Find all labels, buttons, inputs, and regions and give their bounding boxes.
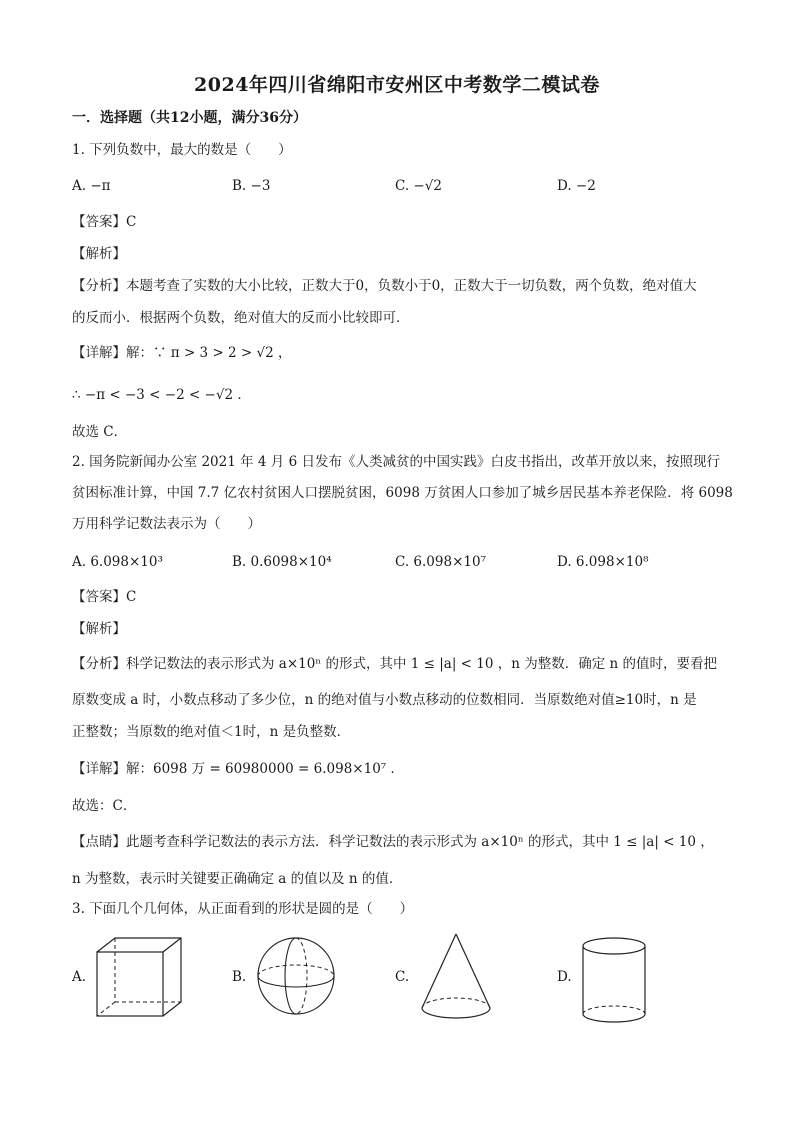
q1-detail-line-2: ∴ −π < −3 < −2 < −√2 ． xyxy=(72,387,251,403)
q1-option-c: C. −√2 xyxy=(395,178,442,194)
q3-option-c-label: C. xyxy=(395,969,410,985)
question-3-stem: 3. 下面几个几何体，从正面看到的形状是圆的是（ ） xyxy=(72,901,414,917)
q2-key-point-line-1: 【点睛】此题考查科学记数法的表示方法．科学记数法的表示形式为 a×10ⁿ 的形式，其中 1 ≤ |a| < 10 ， xyxy=(72,834,714,850)
q1-conclusion: 故选 C． xyxy=(72,424,128,440)
q1-detail-line-1: 【详解】解：∵ π > 3 > 2 > √2 ， xyxy=(72,345,292,361)
q1-analysis-line-2: 的反而小．根据两个负数，绝对值大的反而小比较即可． xyxy=(72,310,410,326)
q2-option-a: A. 6.098×10³ xyxy=(72,554,163,570)
cylinder-figure xyxy=(580,936,648,1026)
q2-analysis-line-3: 正整数；当原数的绝对值＜1时，n 是负整数． xyxy=(72,724,351,740)
question-2-stem-line-3: 万用科学记数法表示为（ ） xyxy=(72,516,261,532)
q2-option-c: C. 6.098×10⁷ xyxy=(395,554,486,570)
q2-jiexi-label: 【解析】 xyxy=(72,621,126,637)
q2-analysis-line-2: 原数变成 a 时，小数点移动了多少位，n 的绝对值与小数点移动的位数相同．当原数绝对值≥10时，n 是 xyxy=(72,692,697,708)
cone-figure xyxy=(418,932,494,1022)
q2-conclusion: 故选：C． xyxy=(72,798,137,814)
q1-option-a: A. −π xyxy=(72,178,111,194)
section-heading: 一．选择题（共12小题，满分36分） xyxy=(72,110,307,126)
q1-option-d: D. −2 xyxy=(557,178,596,194)
q2-key-point-line-2: n 为整数，表示时关键要正确确定 a 的值以及 n 的值． xyxy=(72,871,403,887)
q2-detail: 【详解】解：6098 万 = 60980000 = 6.098×10⁷ ． xyxy=(72,761,404,777)
question-1-stem: 1. 下列负数中，最大的数是（ ） xyxy=(72,142,292,158)
page-title: 2024年四川省绵阳市安州区中考数学二模试卷 xyxy=(194,74,600,96)
sphere-figure xyxy=(255,935,337,1017)
q1-answer: 【答案】C xyxy=(72,214,137,230)
q3-option-a-label: A. xyxy=(72,969,87,985)
cube-figure xyxy=(95,936,185,1018)
question-2-stem-line-2: 贫困标准计算，中国 7.7 亿农村贫困人口摆脱贫困，6098 万贫困人口参加了城乡居民基本养老保险．将 6098 xyxy=(72,485,733,501)
q1-option-b: B. −3 xyxy=(232,178,271,194)
q2-option-b: B. 0.6098×10⁴ xyxy=(232,554,332,570)
q1-jiexi-label: 【解析】 xyxy=(72,246,126,262)
q3-option-d-label: D. xyxy=(557,969,572,985)
q3-option-b-label: B. xyxy=(232,969,247,985)
q2-analysis-line-1: 【分析】科学记数法的表示形式为 a×10ⁿ 的形式，其中 1 ≤ |a| < 10 ，n 为整数．确定 n 的值时，要看把 xyxy=(72,656,718,672)
q1-analysis-line-1: 【分析】本题考查了实数的大小比较，正数大于0，负数小于0，正数大于一切负数，两个负数，绝对值大 xyxy=(72,278,697,294)
question-2-stem-line-1: 2. 国务院新闻办公室 2021 年 4 月 6 日发布《人类减贫的中国实践》白皮书指出，改革开放以来，按照现行 xyxy=(72,454,720,470)
q2-option-d: D. 6.098×10⁸ xyxy=(557,554,649,570)
q2-answer: 【答案】C xyxy=(72,589,137,605)
